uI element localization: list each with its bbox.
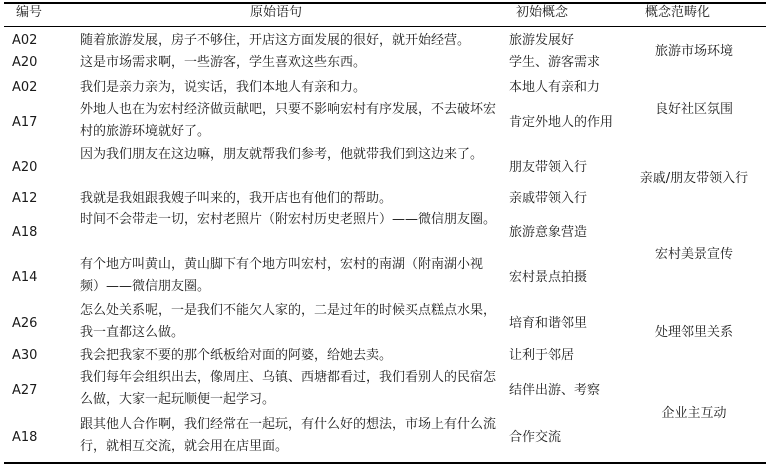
- row-code: A30: [12, 348, 38, 363]
- row-code: A02: [12, 33, 38, 48]
- row-code: A27: [12, 383, 38, 398]
- category-label: 处理邻里关系: [654, 325, 733, 340]
- category-label: 宏村美景宣传: [654, 247, 733, 262]
- row-initial-concept: 宏村景点拍摄: [509, 270, 588, 285]
- row-sentence: 我会把我家不要的那个纸板给对面的阿婆，给她去卖。: [80, 348, 393, 363]
- row-code: A18: [12, 225, 38, 240]
- header-sentence: 原始语句: [250, 5, 303, 20]
- row-code: A02: [12, 80, 38, 95]
- row-sentence: 我们是亲力亲为，说实话，我们本地人有亲和力。: [80, 80, 367, 95]
- row-initial-concept: 亲戚带领入行: [509, 191, 588, 206]
- row-code: A26: [12, 316, 38, 331]
- row-sentence: 我们每年会组织出去，像周庄、乌镇、西塘都看过，我们看别人的民宿怎么做，大家一起玩顺便一起学习。: [80, 370, 497, 407]
- row-initial-concept: 学生、游客需求: [509, 55, 601, 70]
- row-sentence: 我就是我姐跟我嫂子叫来的，我开店也有他们的帮助。: [80, 191, 393, 206]
- row-initial-concept: 让利于邻居: [509, 348, 575, 363]
- row-sentence: 因为我们朋友在这边嘛，朋友就帮我们参考，他就带我们到这边来了。: [80, 147, 484, 162]
- row-sentence: 时间不会带走一切，宏村老照片（附宏村历史老照片）——微信朋友圈。: [80, 212, 497, 227]
- category-label: 亲戚/朋友带领入行: [639, 171, 749, 186]
- row-code: A12: [12, 191, 38, 206]
- row-initial-concept: 结伴出游、考察: [509, 383, 601, 398]
- category-label: 旅游市场环境: [654, 44, 733, 59]
- row-code: A20: [12, 160, 38, 175]
- header-rule: [4, 26, 766, 27]
- category-label: 企业主互动: [661, 406, 727, 421]
- row-sentence: 怎么处关系呢，一是我们不能欠人家的，二是过年的时候买点糕点水果，我一直都这么做。: [80, 303, 497, 340]
- row-code: A17: [12, 115, 38, 130]
- row-initial-concept: 肯定外地人的作用: [509, 115, 614, 130]
- row-initial-concept: 本地人有亲和力: [509, 80, 601, 95]
- row-initial-concept: 旅游意象营造: [509, 225, 588, 240]
- header-initial: 初始概念: [516, 5, 569, 20]
- row-sentence: 随着旅游发展，房子不够住，开店这方面发展的很好，就开始经营。: [80, 33, 471, 48]
- row-initial-concept: 旅游发展好: [509, 33, 575, 48]
- row-sentence: 跟其他人合作啊，我们经常在一起玩，有什么好的想法，市场上有什么流行，就相互交流，就会用在店里面。: [80, 417, 497, 454]
- row-initial-concept: 朋友带领入行: [509, 160, 588, 175]
- row-sentence: 这是市场需求啊，一些游客，学生喜欢这些东西。: [80, 55, 367, 70]
- concept-table: [4, 0, 766, 469]
- row-sentence: 外地人也在为宏村经济做贡献吧，只要不影响宏村有序发展，不去破坏宏村的旅游环境就好了。: [80, 102, 497, 139]
- header-category: 概念范畴化: [645, 5, 711, 20]
- row-code: A18: [12, 430, 38, 445]
- row-initial-concept: 合作交流: [509, 430, 562, 445]
- row-code: A14: [12, 270, 38, 285]
- header-code: 编号: [16, 5, 43, 20]
- row-code: A20: [12, 55, 38, 70]
- row-sentence: 有个地方叫黄山，黄山脚下有个地方叫宏村，宏村的南湖（附南湖小视频）——微信朋友圈。: [80, 257, 484, 294]
- category-label: 良好社区氛围: [654, 102, 733, 117]
- row-initial-concept: 培育和谐邻里: [509, 316, 588, 331]
- bottom-rule: [4, 462, 766, 464]
